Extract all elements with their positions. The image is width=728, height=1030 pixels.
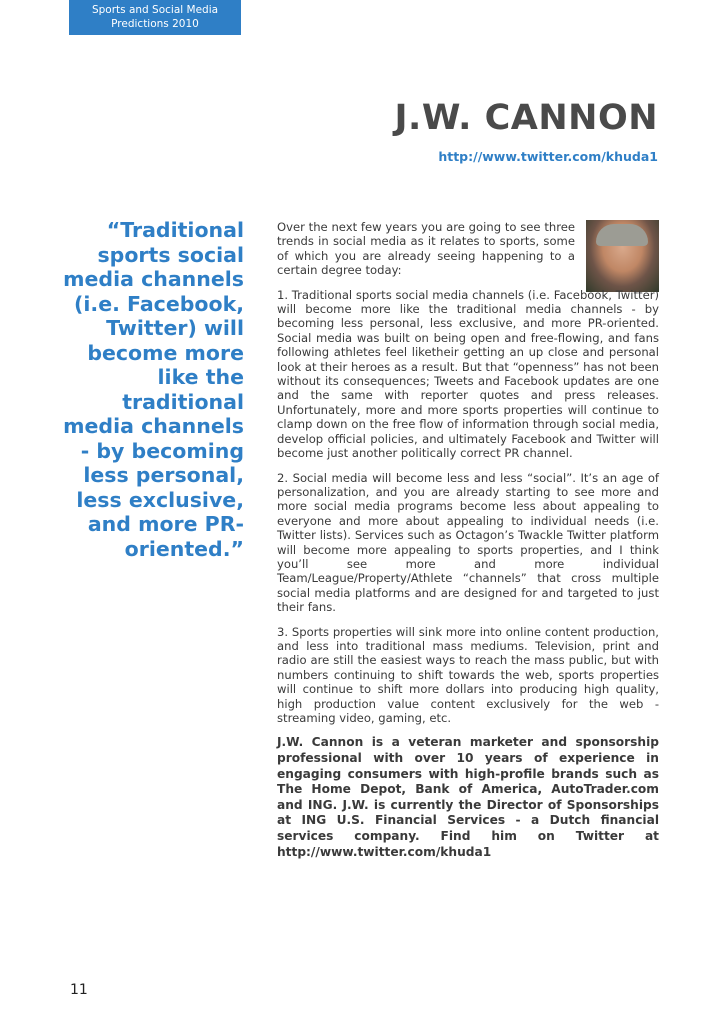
prediction-1: 1. Traditional sports social media channels (i.e. Facebook, Twitter) will become more like the traditional media channels - by becoming less personal, less exclusive, and more PR-oriented. Social media was built on being open and free-flowing, and fans following athletes feel liketheir getting an up close and personal look at their heroes as a result. But that “openness” has not been without its consequences; Tweets and Facebook updates are one and the same with reporter quotes and press releases. Unfortunately, more and more sports properties will continue to clamp down on the free flow of information through social media, develop official policies, and ultimately Facebook and Twitter will become just another politically correct PR channel.: [277, 287, 659, 461]
pull-quote: “Traditional sports social media channels (i.e. Facebook, Twitter) will become more like the traditional media channels - by becoming less personal, less exclusive, and more PR-oriented.”: [63, 218, 244, 561]
author-bio: J.W. Cannon is a veteran marketer and sponsorship professional with over 10 years of experience in engaging consumers with high-profile brands such as The Home Depot, Bank of America, AutoTrader.com and ING. J.W. is currently the Director of Sponsorships at ING U.S. Financial Services - a Dutch financial services company. Find him on Twitter at http://www.twitter.com/khuda1: [277, 735, 659, 859]
prediction-2: 2. Social media will become less and less “social”. It’s an age of personalization, and you are already starting to see more and more social media programs become less about appealing to everyone and more about appealing to individual needs (i.e. Twitter lists). Services such as Octagon’s Twackle Twitter platform will become more appealing to sports properties, and I think you’ll see more and more individual Team/League/Property/Athlete “channels” that cross multiple social media platforms and are designed for and targeted to just their fans.: [277, 470, 659, 615]
prediction-3: 3. Sports properties will sink more into online content production, and less into traditional mass mediums. Television, print and radio are still the easiest ways to reach the mass public, but with numbers continuing to shift towards the web, sports properties will continue to shift more dollars into producing high quality, high production value content exclusively for the web - streaming video, gaming, etc.: [277, 624, 659, 725]
author-name: J.W. CANNON: [394, 98, 658, 138]
article-body: [277, 220, 659, 870]
section-tab-line1: Sports and Social Media: [91, 4, 219, 16]
page-number: 11: [70, 982, 88, 998]
section-tab-line2: Predictions 2010: [111, 18, 199, 30]
author-twitter-link[interactable]: http://www.twitter.com/khuda1: [438, 149, 658, 164]
article-intro: Over the next few years you are going to see three trends in social media as it relates to sports, some of which you are already seeing happening to a certain degree today:: [277, 220, 575, 278]
section-tab: [69, 0, 241, 35]
